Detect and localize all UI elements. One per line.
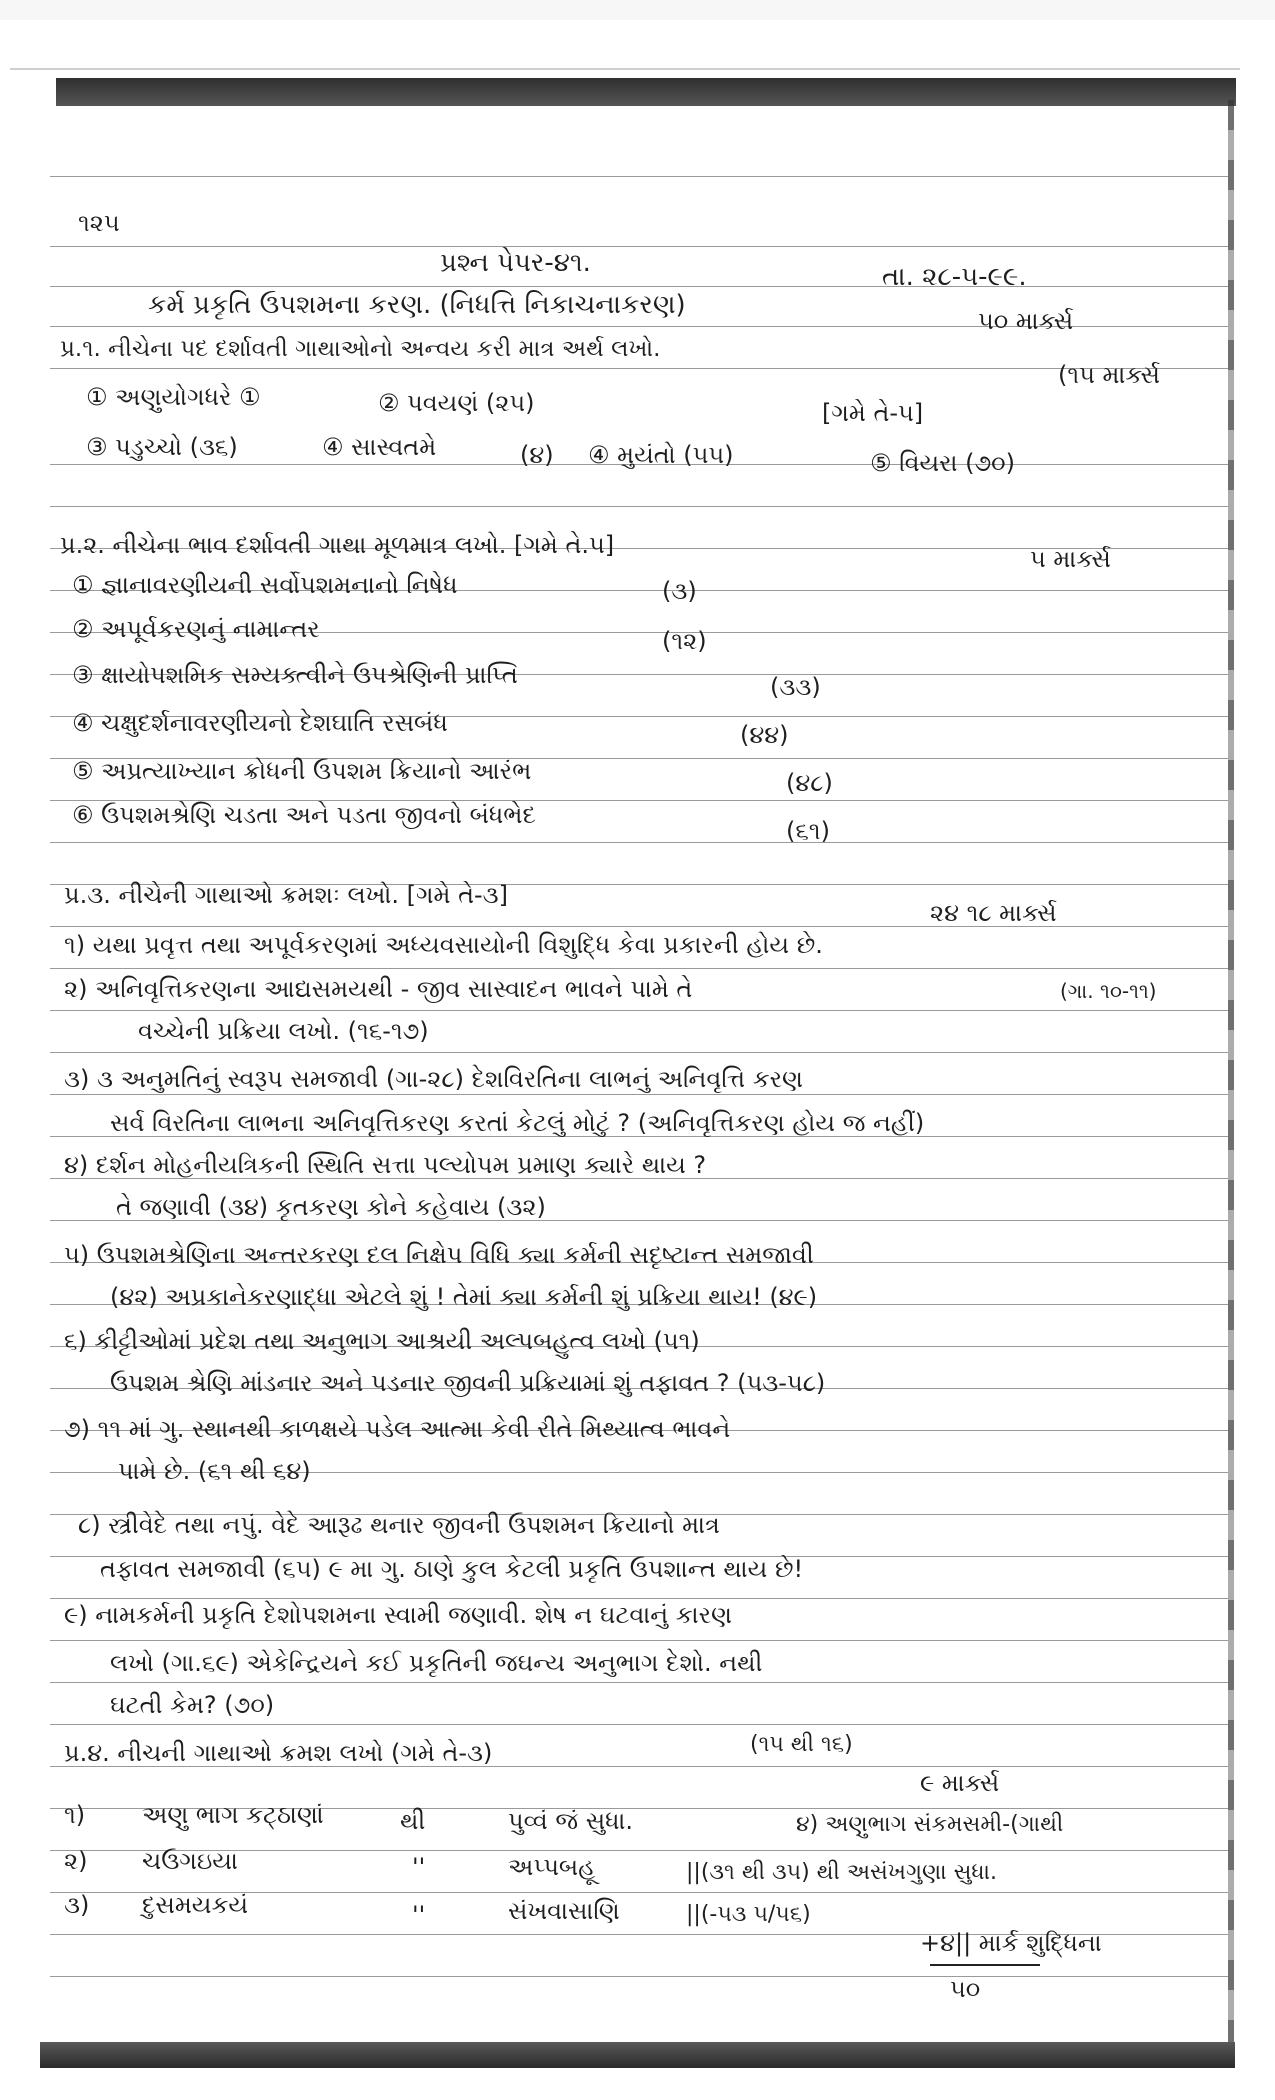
q3-line: વચ્ચેની પ્રક્રિયા લખો. (૧૬-૧૭) xyxy=(138,1017,429,1045)
paper-subject: કર્મ પ્રકૃતિ ઉપશમના કરણ. (નિધત્તિ નિકાચનાકરણ) xyxy=(148,290,686,320)
q3-line: ૯) નામકર્મની પ્રકૃતિ દેશોપશમના સ્વામી જણાવી. શેષ ન ઘટવાનું કારણ xyxy=(64,1601,732,1629)
q1-marks: (૧૫ માર્ક્સ xyxy=(1058,361,1160,389)
q1-prompt: પ્ર.૧. નીચેના પદ દર્શાવતી ગાથાઓનો અન્વય કરી માત્ર અર્થ લખો. xyxy=(60,336,661,362)
paper-title: પ્રશ્ન પેપર-૪૧. xyxy=(440,248,591,278)
q3-line: ૨) અનિવૃત્તિકરણના આદ્યસમયથી - જીવ સાસ્વાદન ભાવને પામે તે xyxy=(64,975,693,1003)
q3-line: ૧) યથા પ્રવૃત્ત તથા અપૂર્વકરણમાં અધ્યવસાયોની વિશુદ્ધિ કેવા પ્રકારની હોય છે. xyxy=(64,931,823,959)
q2-item-ref: (૪૮) xyxy=(786,769,833,797)
q4-marks: ૯ માર્ક્સ xyxy=(920,1769,1000,1797)
bonus-marks-note: +૪|| માર્ક શુદ્ધિના xyxy=(920,1929,1102,1957)
q4-row-extra: ૪) અણુભાગ સંકમસમી-(ગાથી xyxy=(796,1812,1064,1837)
q3-line: ૬) કીટ્ટીઓમાં પ્રદેશ તથા અનુભાગ આશ્રયી અલ્પબહુત્વ લખો (૫૧) xyxy=(64,1327,700,1355)
q4-row-from: દુસમયકયં xyxy=(142,1891,249,1919)
q4-row-to: અપ્પબહૂ xyxy=(508,1853,596,1881)
q3-line: ઉપશમ શ્રેણિ માંડનાર અને પડનાર જીવની પ્રક્રિયામાં શું તફાવત ? (૫૩-૫૮) xyxy=(110,1369,826,1397)
q3-prompt: પ્ર.૩. નીચેની ગાથાઓ ક્રમશઃ લખો. [ગમે તે-૩] xyxy=(64,881,509,909)
q2-item: ⑤ અપ્રત્યાખ્યાન ક્રોધની ઉપશમ ક્રિયાનો આરંભ xyxy=(72,757,532,785)
ruled-line xyxy=(50,1052,1228,1053)
q4-row-extra: ||(૩૧ થી ૩૫) થી અસંખગુણા સુધા. xyxy=(686,1860,997,1885)
q4-row-num: ૩) xyxy=(64,1891,90,1919)
q2-item-ref: (૪૪) xyxy=(740,721,789,749)
q2-item-ref: (૩) xyxy=(662,577,697,605)
bonus-total: ૫૦ xyxy=(950,1975,981,2003)
q2-item: ③ ક્ષાયોપશમિક સમ્યક્ત્વીને ઉપશ્રેણિની પ્રાપ્તિ xyxy=(72,661,518,689)
q3-line: (ગા. ૧૦-૧૧) xyxy=(1060,979,1157,1003)
total-marks: ૫૦ માર્ક્સ xyxy=(978,307,1074,335)
q3-line: ૫) ઉપશમશ્રેણિના અન્તરકરણ દલ નિક્ષેપ વિધિ ક્યા કર્મની સદૃષ્ટાન્ત સમજાવી xyxy=(64,1241,814,1269)
paper-date: તા. ૨૮-૫-૯૯. xyxy=(882,262,1027,292)
scan-top-shadow xyxy=(56,78,1236,106)
ruled-line xyxy=(50,246,1228,247)
q1-item: ① અણુયોગધરે ① xyxy=(86,383,261,411)
ruled-line xyxy=(50,176,1228,177)
q2-item: ⑥ ઉપશમશ્રેણિ ચડતા અને પડતા જીવનો બંધભેદ xyxy=(72,801,536,829)
q4-row-from: અણુ ભાગ કટ્ઠાણાં xyxy=(142,1801,324,1829)
q2-item: ① જ્ઞાનાવરણીયની સર્વોપશમનાનો નિષેધ xyxy=(72,571,458,599)
q2-item-ref: (૬૧) xyxy=(786,817,830,845)
page-number: ૧૨૫ xyxy=(78,209,120,237)
ruled-line xyxy=(50,1640,1228,1641)
q4-row-thi: થી xyxy=(400,1807,426,1835)
q2-marks: ૫ માર્ક્સ xyxy=(1030,545,1111,573)
scan-bottom-shadow xyxy=(40,2042,1235,2068)
scan-top-margin xyxy=(0,0,1275,20)
q1-item: ⑤ વિયરા (૭૦) xyxy=(870,449,1015,477)
q4-row-from: ચઉગઇયા xyxy=(142,1847,238,1875)
ruled-line xyxy=(50,968,1228,969)
q2-item-ref: (૩૩) xyxy=(770,673,821,701)
q3-line: ૩) ૩ અનુમતિનું સ્વરૂપ સમજાવી (ગા-૨૮) દેશવિરતિના લાભનું અનિવૃત્તિ કરણ xyxy=(64,1065,803,1093)
q4-prompt: પ્ર.૪. નીચની ગાથાઓ ક્રમશ લખો (ગમે તે-૩) xyxy=(64,1739,493,1767)
ruled-line xyxy=(50,286,1228,287)
q1-gatha-note: [ગમે તે-૫] xyxy=(822,399,924,427)
ruled-line xyxy=(50,1010,1228,1011)
scan-right-edge xyxy=(1228,100,1234,2060)
q3-line: લખો (ગા.૬૯) એકેન્દ્રિયને કઈ પ્રકૃતિની જઘન્ય અનુભાગ દેશો. નથી xyxy=(110,1649,763,1677)
q1-item: ② પવયણં (૨૫) xyxy=(378,389,535,417)
q4-row-num: ૧) xyxy=(64,1801,86,1829)
ruled-line xyxy=(50,506,1228,507)
q4-row-thi: '' xyxy=(412,1853,426,1881)
q4-row-to: પુવ્વં જં સુધા. xyxy=(508,1807,634,1835)
scan-edge-line xyxy=(10,68,1240,70)
ruled-line xyxy=(50,1682,1228,1683)
q1-item: ④ મુયંતો (૫૫) xyxy=(588,441,734,469)
ruled-line xyxy=(50,1598,1228,1599)
q4-row-num: ૨) xyxy=(64,1847,88,1875)
q3-line: સર્વ વિરતિના લાભના અનિવૃત્તિકરણ કરતાં કેટલું મોટું ? (અનિવૃત્તિકરણ હોય જ નહીં) xyxy=(110,1109,925,1137)
q4-range-note: (૧૫ થી ૧૬) xyxy=(750,1732,853,1757)
ruled-line xyxy=(50,1976,1228,1977)
q3-line: (૪૨) અપ્રકાનેકરણાદ્ધા એટલે શું ! તેમાં ક્યા કર્મની શું પ્રક્રિયા થાય! (૪૯) xyxy=(110,1283,818,1311)
q3-line: પામે છે. (૬૧ થી ૬૪) xyxy=(118,1457,311,1485)
q1-item: ④ સાસ્વતમે xyxy=(322,433,437,461)
q3-line: ૭) ૧૧ માં ગુ. સ્થાનથી કાળક્ષયે પડેલ આત્મા કેવી રીતે મિથ્યાત્વ ભાવને xyxy=(64,1415,731,1443)
q3-line: તે જણાવી (૩૪) કૃતકરણ કોને કહેવાય (૩૨) xyxy=(116,1193,546,1221)
ruled-line xyxy=(50,368,1228,369)
q1-item: ③ પડુચ્ચો (૩૬) xyxy=(86,433,238,461)
q2-item: ② અપૂર્વકરણનું નામાન્તર xyxy=(72,615,320,643)
q4-row-to: સંખવાસાણિ xyxy=(508,1897,620,1925)
q4-row-thi: '' xyxy=(412,1901,426,1929)
ruled-line xyxy=(50,842,1228,843)
q3-line: તફાવત સમજાવી (૬૫) ૯ મા ગુ. ઠાણે કુલ કેટલી પ્રકૃતિ ઉપશાન્ત થાય છે! xyxy=(100,1555,804,1583)
q2-prompt: પ્ર.૨. નીચેના ભાવ દર્શાવતી ગાથા મૂળમાત્ર લખો. [ગમે તે.૫] xyxy=(60,531,615,559)
q1-item: (૪) xyxy=(520,441,554,469)
q3-line: ઘટતી કેમ? (૭૦) xyxy=(110,1691,275,1719)
q2-item: ④ ચક્ષુદર્શનાવરણીયનો દેશઘાતિ રસબંધ xyxy=(72,709,448,737)
q3-line: ૪) દર્શન મોહનીયત્રિકની સ્થિતિ સત્તા પલ્યોપમ પ્રમાણ ક્યારે થાય ? xyxy=(64,1151,707,1179)
q2-item-ref: (૧૨) xyxy=(662,627,707,655)
ruled-line xyxy=(50,1724,1228,1725)
q3-line: ૮) સ્ત્રીવેદે તથા નપું. વેદે આરૂઢ થનાર જીવની ઉપશમન ક્રિયાનો માત્ર xyxy=(78,1511,720,1539)
ruled-line xyxy=(50,1094,1228,1095)
q3-marks: ૨૪ ૧૮ માર્ક્સ xyxy=(930,899,1057,927)
fraction-line xyxy=(930,1964,1040,1966)
q4-row-extra: ||(-૫૩ ૫/૫૬) xyxy=(686,1902,811,1927)
